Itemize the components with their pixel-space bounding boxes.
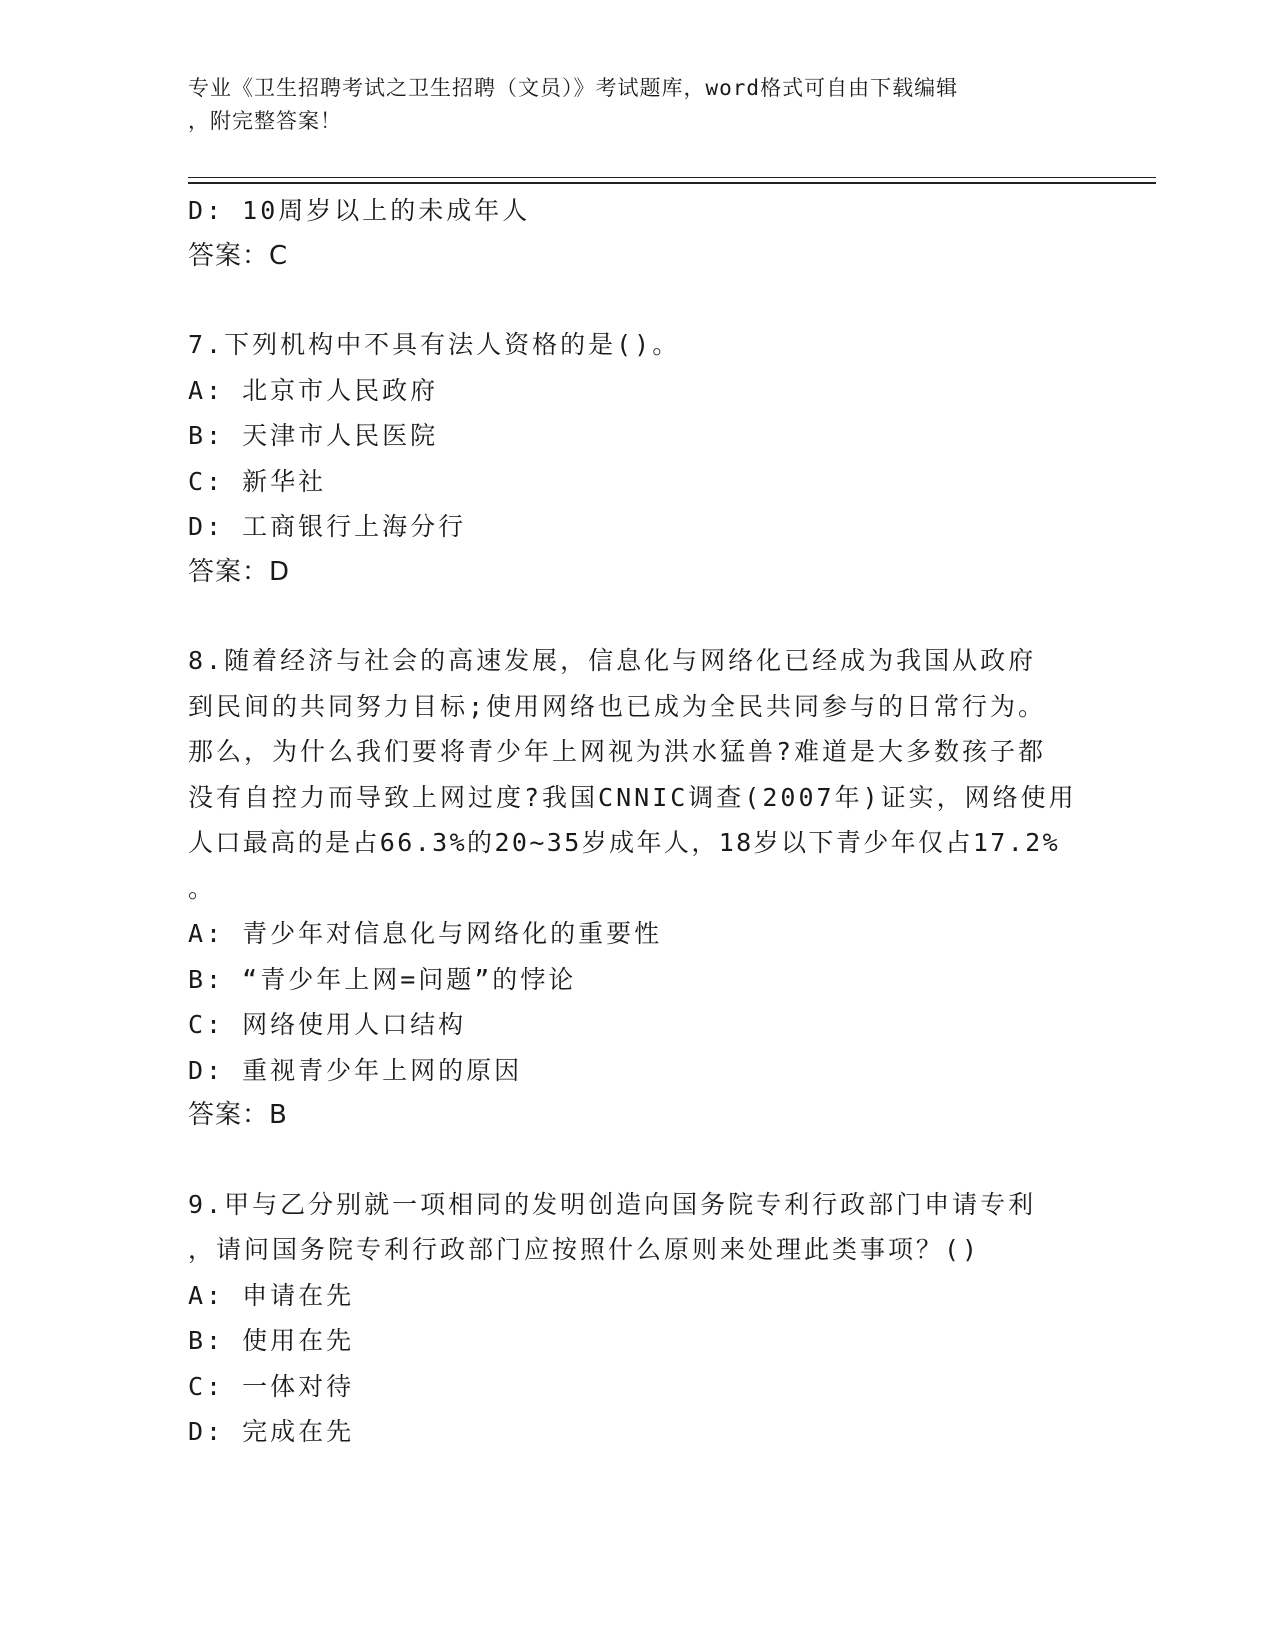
header-divider-thick [188, 182, 1156, 184]
answer: 答案：C [188, 240, 289, 271]
question-stem-line: 没有自控力而导致上网过度?我国CNNIC调查(2007年)证实，网络使用 [188, 782, 1077, 812]
option-b: B: “青少年上网=问题”的悖论 [188, 964, 577, 994]
option-c: C: 新华社 [188, 466, 327, 496]
question-stem-line: 那么，为什么我们要将青少年上网视为洪水猛兽?难道是大多数孩子都 [188, 737, 1047, 766]
header-divider-thin [188, 177, 1156, 178]
answer: 答案：D [188, 556, 291, 587]
question-stem-line: 9.甲与乙分别就一项相同的发明创造向国务院专利行政部门申请专利 [188, 1189, 1037, 1219]
option-d: D: 完成在先 [188, 1417, 355, 1446]
option-a: A: 申请在先 [188, 1280, 355, 1310]
question-6-tail [188, 188, 1088, 279]
question-stem-line: 人口最高的是占66.3%的20~35岁成年人，18岁以下青少年仅占17.2% [188, 828, 1061, 857]
question-stem-line: 到民间的共同努力目标;使用网络也已成为全民共同参与的日常行为。 [188, 691, 1047, 721]
question-list [188, 188, 1088, 1455]
question-7 [188, 322, 1088, 595]
option-d: D: 10周岁以上的未成年人 [188, 196, 531, 225]
option-a: A: 北京市人民政府 [188, 375, 439, 405]
option-c: C: 一体对待 [188, 1371, 355, 1401]
question-stem-line: 。 [188, 873, 217, 903]
option-d: D: 重视青少年上网的原因 [188, 1055, 523, 1085]
header-title-line: 专业《卫生招聘考试之卫生招聘（文员）》考试题库，word格式可自由下载编辑 [188, 76, 959, 100]
option-b: B: 天津市人民医院 [188, 421, 439, 450]
option-d: D: 工商银行上海分行 [188, 512, 467, 541]
header-subtitle-line: ，附完整答案！ [188, 109, 342, 133]
question-stem-line: 8.随着经济与社会的高速发展，信息化与网络化已经成为我国从政府 [188, 646, 1037, 675]
question-stem-line: ，请问国务院专利行政部门应按照什么原则来处理此类事项？() [188, 1235, 981, 1264]
option-b: B: 使用在先 [188, 1326, 355, 1355]
question-8 [188, 638, 1088, 1139]
option-c: C: 网络使用人口结构 [188, 1010, 467, 1039]
option-a: A: 青少年对信息化与网络化的重要性 [188, 919, 663, 948]
question-9 [188, 1182, 1088, 1455]
answer: 答案：B [188, 1100, 288, 1130]
document-header [188, 72, 1088, 138]
question-stem: 7.下列机构中不具有法人资格的是()。 [188, 330, 681, 359]
